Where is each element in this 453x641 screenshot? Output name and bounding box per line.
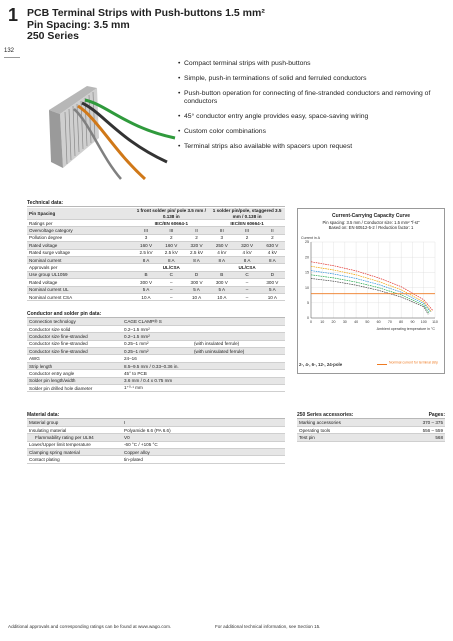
row-note bbox=[192, 377, 285, 384]
row-value: 0.25–1 mm² bbox=[122, 348, 192, 355]
table-row bbox=[27, 456, 285, 463]
table-cell: 320 V bbox=[184, 242, 209, 249]
table-cell: 160 V bbox=[133, 242, 158, 249]
page-number: 132 bbox=[4, 48, 15, 54]
table-cell: 3 bbox=[133, 234, 158, 241]
table-cell: 2.5 kV bbox=[159, 249, 184, 256]
table-cell: 2 bbox=[234, 234, 259, 241]
footer-note-left: Additional approvals and corresponding ratings can be found at www.wago.com. bbox=[8, 624, 172, 629]
table-cell: 160 V bbox=[159, 242, 184, 249]
y-tick-label: 20 bbox=[305, 255, 309, 260]
row-value: tin-plated bbox=[122, 456, 285, 463]
table-cell: 10 A bbox=[209, 293, 234, 300]
row-value: 0.2–1.5 mm² bbox=[122, 325, 192, 332]
y-tick-label: 0 bbox=[307, 316, 309, 321]
table-cell: D bbox=[260, 271, 285, 278]
row-note bbox=[192, 362, 285, 369]
table-cell: UL/CSA bbox=[133, 264, 209, 271]
title-line-1: PCB Terminal Strips with Push-buttons 1.5 mm² bbox=[27, 7, 265, 19]
table-cell: IEC/EN 60664-1 bbox=[209, 220, 285, 227]
row-value: 8.5–9.5 mm / 0.33–0.36 in. bbox=[122, 362, 192, 369]
chart-title: Current-Carrying Capacity Curve bbox=[331, 213, 411, 219]
feature-item: • Compact terminal strips with push-buttons bbox=[178, 60, 448, 68]
table-cell: – bbox=[159, 293, 184, 300]
row-label: Test pin bbox=[297, 434, 387, 441]
table-row bbox=[297, 419, 445, 426]
row-value: Copper alloy bbox=[122, 449, 285, 456]
row-label: Overvoltage category bbox=[27, 227, 133, 234]
row-label: Contact plating bbox=[27, 456, 122, 463]
row-label: Conductor entry angle bbox=[27, 370, 122, 377]
table-cell: 250 V bbox=[209, 242, 234, 249]
table-cell: 630 V bbox=[260, 242, 285, 249]
table-cell: 2.5 kV bbox=[133, 249, 158, 256]
table-cell: 300 V bbox=[209, 279, 234, 286]
current-capacity-chart bbox=[297, 232, 445, 374]
row-value: Polyamide 6.6 (PA 6.6) bbox=[122, 426, 285, 433]
table-cell: 2 bbox=[159, 234, 184, 241]
row-note bbox=[192, 370, 285, 377]
table-cell: 300 V bbox=[260, 279, 285, 286]
table-cell: III bbox=[234, 227, 259, 234]
row-label: Conductor size fine-stranded bbox=[27, 333, 122, 340]
row-value: CAGE CLAMP® S bbox=[122, 318, 192, 325]
section-divider bbox=[27, 206, 285, 207]
technical-data-table bbox=[27, 208, 285, 301]
conductor-data-heading: Conductor and solder pin data: bbox=[27, 311, 102, 317]
material-data-heading: Material data: bbox=[27, 412, 60, 418]
row-label: Lower/Upper limit temperature bbox=[27, 441, 122, 448]
feature-item: • 45° conductor entry angle provides easy, space-saving wiring bbox=[178, 113, 448, 121]
chart-subtitle-line-1: Pin spacing: 3.5 mm / Conductor size: 1.5 mm² "f-st" bbox=[322, 220, 420, 225]
table-row bbox=[27, 370, 285, 377]
title-line-2: Pin Spacing: 3.5 mm bbox=[27, 18, 130, 31]
conductor-data-body bbox=[27, 318, 285, 392]
table-cell: – bbox=[234, 286, 259, 293]
y-axis-label: Current in A bbox=[301, 236, 320, 240]
table-cell: 2.5 kV bbox=[184, 249, 209, 256]
table-cell: IEC/EN 60664-1 bbox=[133, 220, 209, 227]
x-tick-label: 80 bbox=[399, 320, 404, 324]
table-row bbox=[297, 426, 445, 433]
table-cell: 8 A bbox=[184, 256, 209, 263]
row-label: Conductor size fine-stranded bbox=[27, 340, 122, 347]
row-value: 0.25–1 mm² bbox=[122, 340, 192, 347]
x-tick-label: 70 bbox=[387, 320, 392, 324]
x-tick-label: 110 bbox=[432, 320, 438, 324]
row-note bbox=[192, 318, 285, 325]
table-row bbox=[27, 441, 285, 448]
row-label: Pollution degree bbox=[27, 234, 133, 241]
feature-item: • Terminal strips also available with spacers upon request bbox=[178, 143, 448, 151]
row-label: Conductor size solid bbox=[27, 325, 122, 332]
row-label: Operating tools bbox=[297, 426, 387, 433]
x-tick-label: 50 bbox=[365, 320, 370, 324]
page-title bbox=[27, 8, 327, 43]
row-value: 45° to PCB bbox=[122, 370, 192, 377]
table-row bbox=[297, 434, 445, 441]
row-value: I bbox=[122, 419, 285, 426]
table-row bbox=[27, 227, 285, 234]
row-label: Approvals per bbox=[27, 264, 133, 271]
accessories-table bbox=[297, 419, 445, 442]
table-cell: II bbox=[184, 227, 209, 234]
technical-data-body bbox=[27, 220, 285, 301]
table-row bbox=[27, 271, 285, 278]
table-cell: C bbox=[159, 271, 184, 278]
table-cell: III bbox=[209, 227, 234, 234]
table-row bbox=[27, 279, 285, 286]
table-row bbox=[27, 385, 285, 392]
table-cell: 4 kV bbox=[209, 249, 234, 256]
table-row bbox=[27, 362, 285, 369]
table-row bbox=[27, 249, 285, 256]
row-note: (with insulated ferrule) bbox=[192, 340, 285, 347]
table-row bbox=[27, 333, 285, 340]
table-cell: 8 A bbox=[159, 256, 184, 263]
table-row bbox=[27, 264, 285, 271]
row-label: Rated voltage bbox=[27, 242, 133, 249]
row-label: Nominal current bbox=[27, 256, 133, 263]
table-row bbox=[27, 293, 285, 300]
table-cell: – bbox=[159, 279, 184, 286]
x-axis-label: Ambient operating temperature in °C bbox=[376, 327, 435, 331]
row-label: Conductor size fine-stranded bbox=[27, 348, 122, 355]
row-value: -60 °C / +105 °C bbox=[122, 441, 285, 448]
row-note: (with uninsulated ferrule) bbox=[192, 348, 285, 355]
chart-subtitle bbox=[300, 220, 442, 230]
legend-poles-label: 2-, 4-, 6-, 12-, 24-pole bbox=[299, 362, 343, 367]
table-row bbox=[27, 242, 285, 249]
legend-nominal-label: Nominal current for terminal strip bbox=[389, 360, 439, 365]
technical-data-heading: Technical data: bbox=[27, 200, 64, 206]
feature-list bbox=[178, 60, 448, 158]
y-tick-label: 10 bbox=[305, 285, 309, 290]
table-row bbox=[27, 434, 285, 441]
table-row bbox=[27, 348, 285, 355]
product-photo bbox=[27, 60, 177, 180]
x-tick-label: 90 bbox=[410, 320, 415, 324]
row-value: 1⁺⁰·¹ mm bbox=[122, 385, 192, 392]
table-cell: II bbox=[260, 227, 285, 234]
row-pages: 556 – 559 bbox=[387, 426, 445, 433]
row-label: Flammability rating per UL94 bbox=[27, 434, 122, 441]
x-tick-label: 20 bbox=[331, 320, 336, 324]
table-row bbox=[27, 449, 285, 456]
row-label: Connection technology bbox=[27, 318, 122, 325]
row-note bbox=[192, 385, 285, 392]
table-cell: 4 kV bbox=[234, 249, 259, 256]
x-tick-label: 60 bbox=[376, 320, 381, 324]
title-line-3: 250 Series bbox=[27, 30, 79, 42]
table-row bbox=[27, 286, 285, 293]
table-cell: D bbox=[184, 271, 209, 278]
table-cell: 10 A bbox=[184, 293, 209, 300]
row-value: 24–16 bbox=[122, 355, 192, 362]
row-label: Nominal current CSA bbox=[27, 293, 133, 300]
chapter-number: 1 bbox=[8, 5, 19, 25]
table-cell: 300 V bbox=[133, 279, 158, 286]
row-label: AWG bbox=[27, 355, 122, 362]
table-cell: 5 A bbox=[260, 286, 285, 293]
accessories-body bbox=[297, 419, 445, 441]
table-cell: 10 A bbox=[260, 293, 285, 300]
x-tick-label: 40 bbox=[354, 320, 359, 324]
page-number-divider bbox=[4, 57, 20, 58]
table-row bbox=[27, 234, 285, 241]
x-tick-label: 100 bbox=[420, 320, 427, 324]
row-label: Ratings per bbox=[27, 220, 133, 227]
material-data-table bbox=[27, 419, 285, 464]
row-label: Use group UL1059 bbox=[27, 271, 133, 278]
table-cell: – bbox=[234, 279, 259, 286]
table-cell: 5 A bbox=[133, 286, 158, 293]
table-cell: 320 V bbox=[234, 242, 259, 249]
table-cell: 5 A bbox=[184, 286, 209, 293]
row-value: 0.2–1.5 mm² bbox=[122, 333, 192, 340]
table-cell: B bbox=[133, 271, 158, 278]
feature-item: • Simple, push-in terminations of solid and ferruled conductors bbox=[178, 75, 448, 83]
row-label: Marking accessories bbox=[297, 419, 387, 426]
table-header-label: Pin Spacing bbox=[27, 208, 133, 220]
row-label: Solder pin drilled hole diameter bbox=[27, 385, 122, 392]
table-cell: C bbox=[234, 271, 259, 278]
table-row bbox=[27, 426, 285, 433]
table-cell: 2 bbox=[260, 234, 285, 241]
accessories-title: 250 Series accessories: bbox=[297, 412, 354, 418]
table-header-row bbox=[27, 208, 285, 220]
series-line bbox=[311, 278, 428, 314]
table-cell: 4 kV bbox=[260, 249, 285, 256]
feature-item: • Custom color combinations bbox=[178, 128, 448, 136]
x-tick-label: 10 bbox=[320, 320, 325, 324]
table-row bbox=[27, 419, 285, 426]
table-cell: III bbox=[159, 227, 184, 234]
x-tick-label: 30 bbox=[342, 320, 347, 324]
table-cell: 3 bbox=[209, 234, 234, 241]
row-label: Clamping spring material bbox=[27, 449, 122, 456]
y-tick-label: 5 bbox=[307, 301, 309, 305]
feature-item: • Push-button operation for connecting of fine-stranded conductors and removing of conductors bbox=[178, 90, 448, 106]
row-label: Nominal current UL bbox=[27, 286, 133, 293]
table-cell: B bbox=[209, 271, 234, 278]
row-label: Rated voltage bbox=[27, 279, 133, 286]
accessories-pages-label: Pages: bbox=[428, 412, 445, 418]
row-pages: 370 – 375 bbox=[387, 419, 445, 426]
table-header-cell: 1 solder pin/pole, staggered 3.5 mm / 0.138 in bbox=[209, 208, 285, 220]
table-cell: 8 A bbox=[209, 256, 234, 263]
x-tick-label: 0 bbox=[310, 320, 312, 324]
row-label: Rated surge voltage bbox=[27, 249, 133, 256]
row-note bbox=[192, 355, 285, 362]
table-row bbox=[27, 355, 285, 362]
table-cell: 8 A bbox=[234, 256, 259, 263]
table-cell: UL/CSA bbox=[209, 264, 285, 271]
table-cell: 8 A bbox=[133, 256, 158, 263]
table-cell: – bbox=[159, 286, 184, 293]
row-label: Material group bbox=[27, 419, 122, 426]
table-cell: – bbox=[234, 293, 259, 300]
table-cell: 300 V bbox=[184, 279, 209, 286]
table-header-cell: 1 front solder pin/ pole 3.5 mm / 0.138 in bbox=[133, 208, 209, 220]
table-cell: 10 A bbox=[133, 293, 158, 300]
table-cell: 8 A bbox=[260, 256, 285, 263]
row-note bbox=[192, 325, 285, 332]
material-data-body bbox=[27, 419, 285, 463]
y-tick-label: 15 bbox=[305, 270, 309, 275]
table-cell: III bbox=[133, 227, 158, 234]
row-value: 3.6 mm / 0.4 x 0.75 mm bbox=[122, 377, 192, 384]
table-row bbox=[27, 318, 285, 325]
row-label: Insulating material bbox=[27, 426, 122, 433]
table-cell: 5 A bbox=[209, 286, 234, 293]
table-row bbox=[27, 340, 285, 347]
row-pages: 568 bbox=[387, 434, 445, 441]
y-tick-label: 25 bbox=[305, 240, 309, 245]
table-row bbox=[27, 256, 285, 263]
row-note bbox=[192, 333, 285, 340]
table-row bbox=[27, 377, 285, 384]
table-row bbox=[27, 220, 285, 227]
row-label: Solder pin length/width bbox=[27, 377, 122, 384]
chart-subtitle-line-2: Based on: EN 60512-5-2 / Reduction factor: 1 bbox=[328, 225, 414, 230]
conductor-data-table bbox=[27, 318, 285, 392]
table-cell: 2 bbox=[184, 234, 209, 241]
footer-note-right: For additional technical information, see Section 15. bbox=[215, 624, 321, 629]
row-value: V0 bbox=[122, 434, 285, 441]
row-label: Strip length bbox=[27, 362, 122, 369]
table-row bbox=[27, 325, 285, 332]
